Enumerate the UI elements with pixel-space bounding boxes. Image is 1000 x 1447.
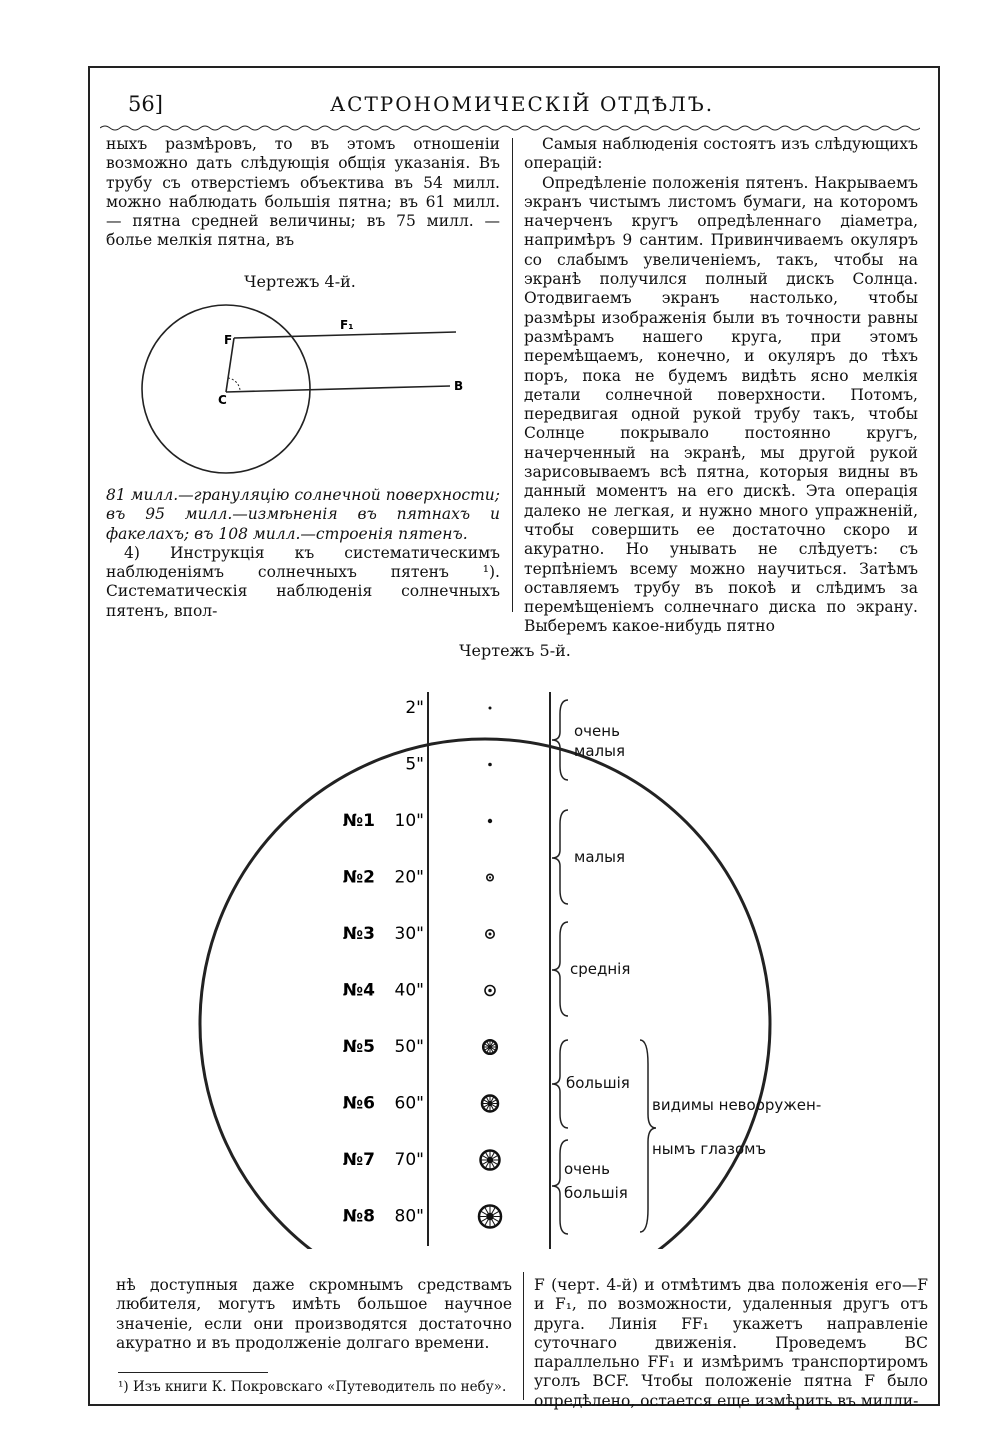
brace-small — [552, 810, 568, 904]
spot-number-label: №3 — [342, 924, 375, 944]
paragraph: ныхъ размѣровъ, то въ этомъ отношеніи возможно дать слѣдующія общія указанія. Въ трубу съ отверстіемъ объектива въ 54 милл. можно наблюдать большія пятна; въ 61 милл. — пятна средней величины; въ 75 милл. — болье мелкія пятна, въ — [106, 135, 500, 250]
spot-number-label: №4 — [342, 980, 375, 1001]
paragraph: Опредѣленіе положенія пятенъ. Накрываемъ экранъ чистымъ листомъ бумаги, на которомъ начерченъ кругъ опредѣленнаго діаметра, напримѣръ 9 сантим. Привинчиваемъ окуляръ со слабымъ увеличеніемъ, такъ, чтобы на экранѣ получился полный дискъ Солнца. Отодвигаемъ экранъ настолько, чтобы размѣры изображенія были въ точности равны размѣрамъ нашего круга, при этомъ перемѣщаемъ, конечно, и окуляръ до тѣхъ поръ, пока не будемъ видѣть ясно мелкія детали солнечной поверхности. Потомъ, передвигая одной рукой трубу такъ, чтобы Солнце покрывало постоянно кругъ, начерченный на экранѣ, мы другой рукой зарисовываемъ всѣ пятна, которыя видны въ данный моментъ на его дискѣ. Эта операція далеко не легкая, и нужно много упражненій, чтобы совершить ее достаточно скоро и акуратно. Но унывать не слѣдуетъ: съ терпѣніемъ всему можно научиться. Затѣмъ оставляемъ трубу въ покоѣ и слѣдимъ за перемѣщеніемъ солнечнаго диска по экрану. Выберемъ какое-нибудь пятно — [524, 173, 918, 636]
spot-number-label: №6 — [342, 1093, 375, 1114]
sunspot-umbra — [488, 989, 492, 993]
spot-number-label: №8 — [342, 1206, 375, 1227]
sunspot-dot — [488, 763, 492, 767]
top-right-column — [524, 135, 918, 637]
label-very-large-1: очень — [564, 1160, 610, 1178]
paragraph: Самыя наблюденія состоятъ изъ слѣдующихъ операцій: — [524, 135, 918, 173]
label-naked-eye-1: видимы невооружен- — [652, 1096, 822, 1114]
label-small: малыя — [574, 848, 625, 866]
label-F: F — [224, 333, 233, 347]
line-FF1 — [234, 332, 456, 338]
spot-number-label: №2 — [342, 867, 375, 888]
figure5-diagram — [190, 684, 890, 1254]
spot-number-label: №7 — [342, 1150, 375, 1170]
footnote: ¹) Изъ книги К. Покровскаго «Путеводитель по небу». — [118, 1379, 507, 1395]
label-medium: среднія — [570, 960, 631, 978]
paragraph: 81 милл.—грануляцію солнечной поверхности; въ 95 милл.—измѣненія въ пятнахъ и факелахъ; въ 108 милл.—строенія пятенъ. — [106, 486, 500, 543]
label-large: большія — [566, 1074, 630, 1092]
brace-naked-eye — [640, 1040, 656, 1232]
brace-very-small — [552, 700, 568, 780]
label-very-large-2: большія — [564, 1184, 628, 1202]
spot-size-label: 10" — [394, 811, 424, 831]
label-B: B — [454, 379, 464, 393]
column-divider-top — [512, 138, 513, 612]
line-CB — [226, 386, 450, 392]
spot-size-label: 80" — [394, 1206, 424, 1227]
footnote-rule — [118, 1372, 268, 1373]
figure4-diagram — [140, 300, 480, 480]
paragraph: 4) Инструкція къ систематическимъ наблюденіямъ солнечныхъ пятенъ ¹). Систематическія наблюденія солнечныхъ пятенъ, впол- — [106, 543, 500, 620]
sunspot-dot — [489, 707, 492, 710]
sunspot-umbra — [487, 1101, 493, 1107]
sunspot-umbra — [486, 1213, 494, 1221]
paragraph: F (черт. 4-й) и отмѣтимъ два положенія его—F и F₁, по возможности, удаленныя другъ отъ друга. Линія FF₁ укажетъ направленіе суточнаго движенія. Проведемъ BC параллельно FF₁ и измѣримъ транспортиромъ уголъ BCF. Чтобы положеніе пятна F было опредѣлено, остается еще измѣрить въ милли- — [534, 1276, 928, 1410]
spot-rows — [343, 698, 501, 1228]
header-wavy-rule — [100, 124, 920, 132]
sunspot-dot — [488, 819, 492, 823]
sunspot-umbra — [489, 876, 491, 878]
brace-medium — [552, 922, 568, 1016]
figure4-caption: Чертежъ 4-й. — [244, 272, 356, 291]
spot-number-label: №5 — [342, 1037, 375, 1057]
group-labels — [564, 722, 821, 1202]
top-left-column — [106, 135, 500, 251]
label-very-small-2: малыя — [574, 742, 625, 760]
spot-size-label: 2" — [405, 698, 424, 718]
bottom-left-column — [116, 1276, 512, 1353]
sunspot-umbra — [487, 1157, 494, 1164]
top-left-column-continued — [106, 486, 500, 621]
spot-size-label: 70" — [394, 1150, 424, 1170]
paragraph: нѣ доступныя даже скромнымъ средствамъ любителя, могутъ имѣть большое научное значеніе, если они производятся достаточно акуратно и въ продолженіе долгаго времени. — [116, 1276, 512, 1352]
bottom-right-column — [534, 1276, 928, 1411]
label-naked-eye-2: нымъ глазомъ — [652, 1140, 767, 1158]
sunspot-umbra — [488, 1045, 493, 1050]
label-very-small-1: очень — [574, 722, 620, 740]
spot-size-label: 50" — [394, 1037, 424, 1057]
label-F1: F₁ — [340, 318, 354, 332]
label-C: C — [218, 393, 227, 407]
running-head: АСТРОНОМИЧЕСКІЙ ОТДѢЛЪ. — [330, 92, 715, 116]
spot-size-label: 30" — [394, 924, 424, 944]
spot-size-label: 60" — [394, 1093, 424, 1114]
sun-disc-outline — [200, 739, 770, 1254]
spot-size-label: 20" — [394, 867, 424, 888]
page-number: 56] — [128, 92, 163, 116]
angle-arc — [228, 378, 240, 390]
column-divider-bottom — [523, 1272, 524, 1400]
sunspot-umbra — [489, 933, 492, 936]
figure5-caption: Чертежъ 5-й. — [459, 641, 571, 660]
spot-size-label: 5" — [405, 754, 424, 775]
spot-number-label: №1 — [342, 811, 375, 831]
spot-size-label: 40" — [394, 980, 424, 1001]
